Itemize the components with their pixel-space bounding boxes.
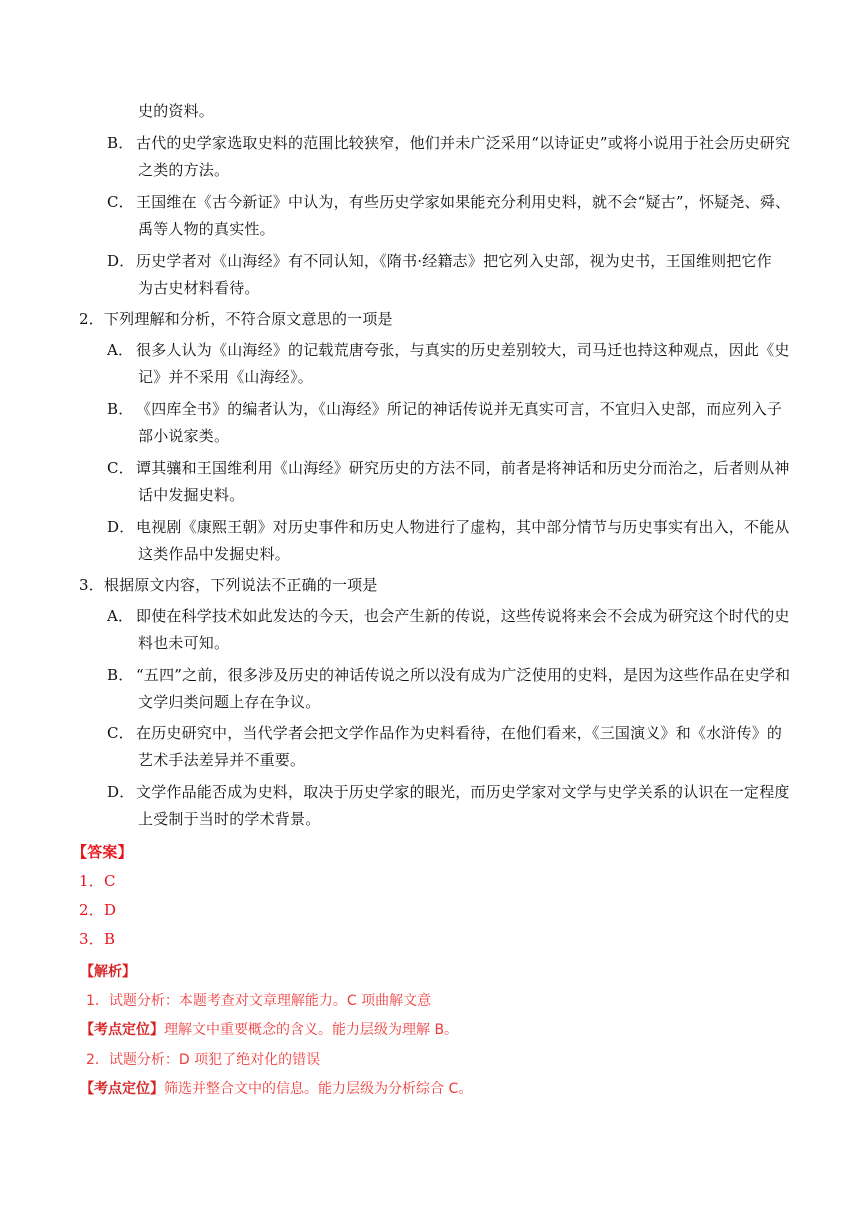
analysis-point-2-tag: 【考点定位】 (80, 1081, 164, 1097)
answer-heading: 【答案】 (72, 843, 133, 861)
analysis-point-1 (80, 1020, 458, 1040)
q2-option-c-label: C． (107, 459, 134, 477)
q1-option-b-line2: 之类的方法。 (138, 161, 230, 179)
q3-stem: 3．根据原文内容，下列说法不正确的一项是 (79, 576, 378, 594)
q2-option-d-line2: 这类作品中发掘史料。 (138, 545, 291, 563)
q2-option-b-label: B． (107, 400, 134, 418)
q3-option-b-line1: “五四”之前，很多涉及历史的神话传说之所以没有成为广泛使用的史料，是因为这些作品在史学和 (136, 666, 791, 684)
q2-option-d-label: D． (107, 518, 135, 536)
q3-option-d-line1: 文学作品能否成为史料，取决于历史学家的眼光，而历史学家对文学与史学关系的认识在一定程度 (136, 783, 790, 801)
q3-option-a-label: A． (107, 607, 134, 625)
q2-option-a-line2: 记》并不采用《山海经》。 (138, 368, 313, 386)
q1-option-d-line1: 历史学者对《山海经》有不同认知，《隋书·经籍志》把它列入史部，视为史书，王国维则把它作 (136, 252, 772, 270)
q2-option-c-line2: 话中发掘史料。 (138, 486, 245, 504)
q1-option-c-line2: 禹等人物的真实性。 (138, 220, 275, 238)
q2-stem: 2．下列理解和分析，不符合原文意思的一项是 (79, 310, 393, 328)
analysis-point-2 (80, 1079, 472, 1099)
q3-option-c-line1: 在历史研究中，当代学者会把文学作品作为史料看待，在他们看来，《三国演义》和《水浒传》的 (136, 724, 783, 742)
q2-option-b-line1: 《四库全书》的编者认为，《山海经》所记的神话传说并无真实可言，不宜归入史部，而应列入子 (136, 400, 783, 418)
analysis-line-1: 1．试题分析：本题考查对文章理解能力。C 项曲解文意 (86, 993, 432, 1009)
analysis-point-2-text: 筛选并整合文中的信息。能力层级为分析综合 C。 (164, 1081, 473, 1097)
q1-option-b-label: B． (107, 134, 134, 152)
q1-option-c-label: C． (107, 193, 134, 211)
q1-option-d-label: D． (107, 252, 135, 270)
analysis-point-1-tag: 【考点定位】 (80, 1022, 164, 1038)
q1-option-d-line2: 为古史材料看待。 (138, 279, 260, 297)
answer-item-1: 1．C (79, 872, 116, 890)
q3-option-d-line2: 上受制于当时的学术背景。 (138, 810, 321, 828)
answer-item-3: 3．B (79, 930, 116, 948)
answer-item-2: 2．D (79, 901, 117, 919)
q1-option-c-line1: 王国维在《古今新证》中认为，有些历史学家如果能充分利用史料，就不会“疑古”，怀疑尧、舜、 (136, 193, 791, 211)
analysis-point-1-text: 理解文中重要概念的含义。能力层级为理解 B。 (164, 1022, 459, 1038)
q3-option-a-line1: 即使在科学技术如此发达的今天，也会产生新的传说，这些传说将来会不会成为研究这个时代的史 (136, 607, 790, 625)
q2-option-b-line2: 部小说家类。 (138, 427, 230, 445)
analysis-line-2: 2．试题分析：D 项犯了绝对化的错误 (86, 1052, 321, 1068)
q3-option-b-line2: 文学归类问题上存在争议。 (138, 693, 321, 711)
q2-option-a-line1: 很多人认为《山海经》的记载荒唐夸张，与真实的历史差别较大，司马迁也持这种观点，因此《史 (136, 341, 790, 359)
q3-option-c-label: C． (107, 724, 134, 742)
q3-option-b-label: B． (107, 666, 134, 684)
q3-option-d-label: D． (107, 783, 135, 801)
q1-option-a-continued: 史的资料。 (138, 102, 215, 120)
q3-option-c-line2: 艺术手法差异并不重要。 (138, 751, 306, 769)
q1-option-b-line1: 古代的史学家选取史料的范围比较狭窄，他们并未广泛采用“以诗证史”或将小说用于社会历史研究 (136, 134, 791, 152)
q3-option-a-line2: 料也未可知。 (138, 634, 230, 652)
q2-option-c-line1: 谭其骧和王国维利用《山海经》研究历史的方法不同，前者是将神话和历史分而治之，后者则从神 (136, 459, 790, 477)
q2-option-a-label: A． (107, 341, 134, 359)
analysis-heading: 【解析】 (80, 964, 136, 980)
q2-option-d-line1: 电视剧《康熙王朝》对历史事件和历史人物进行了虚构，其中部分情节与历史事实有出入，不能从 (136, 518, 790, 536)
